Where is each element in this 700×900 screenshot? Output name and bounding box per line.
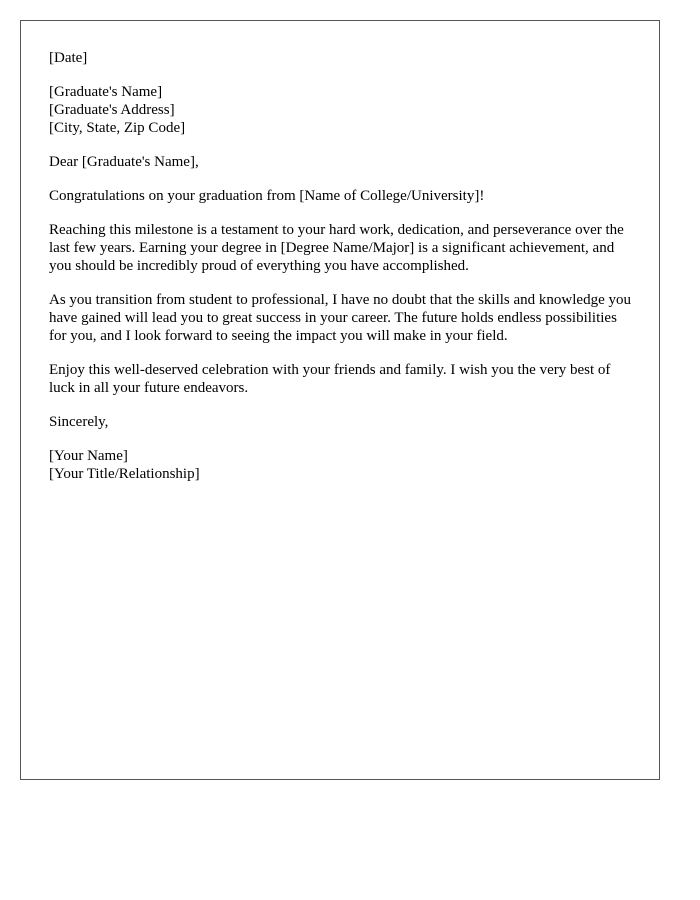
salutation: Dear [Graduate's Name], [49,154,199,170]
letter-date: [Date] [49,50,88,66]
paragraph-milestone: Reaching this milestone is a testament to your hard work, dedication, and perseverance over the last few years. Earning your degree in [Degree Name/Major] is a significant achievement, and you should be incredibly proud of everything you have accomplished. [49,222,624,274]
signature-block [49,447,631,483]
signature-title: [Your Title/Relationship] [49,466,200,482]
recipient-address-block [49,83,631,137]
paragraph-celebration: Enjoy this well-deserved celebration with your friends and family. I wish you the very best of luck in all your future endeavors. [49,362,611,396]
paragraph-transition: As you transition from student to professional, I have no doubt that the skills and knowledge you have gained will lead you to great success in your career. The future holds endless possibilities for you, and I look forward to seeing the impact you will make in your field. [49,292,631,344]
letter-body [49,49,631,483]
recipient-address: [Graduate's Address] [49,102,175,118]
paragraph-congratulations: Congratulations on your graduation from [Name of College/University]! [49,188,485,204]
signature-name: [Your Name] [49,448,128,464]
recipient-city-state-zip: [City, State, Zip Code] [49,120,186,136]
letter-page [20,20,660,780]
closing: Sincerely, [49,414,109,430]
recipient-name: [Graduate's Name] [49,84,163,100]
